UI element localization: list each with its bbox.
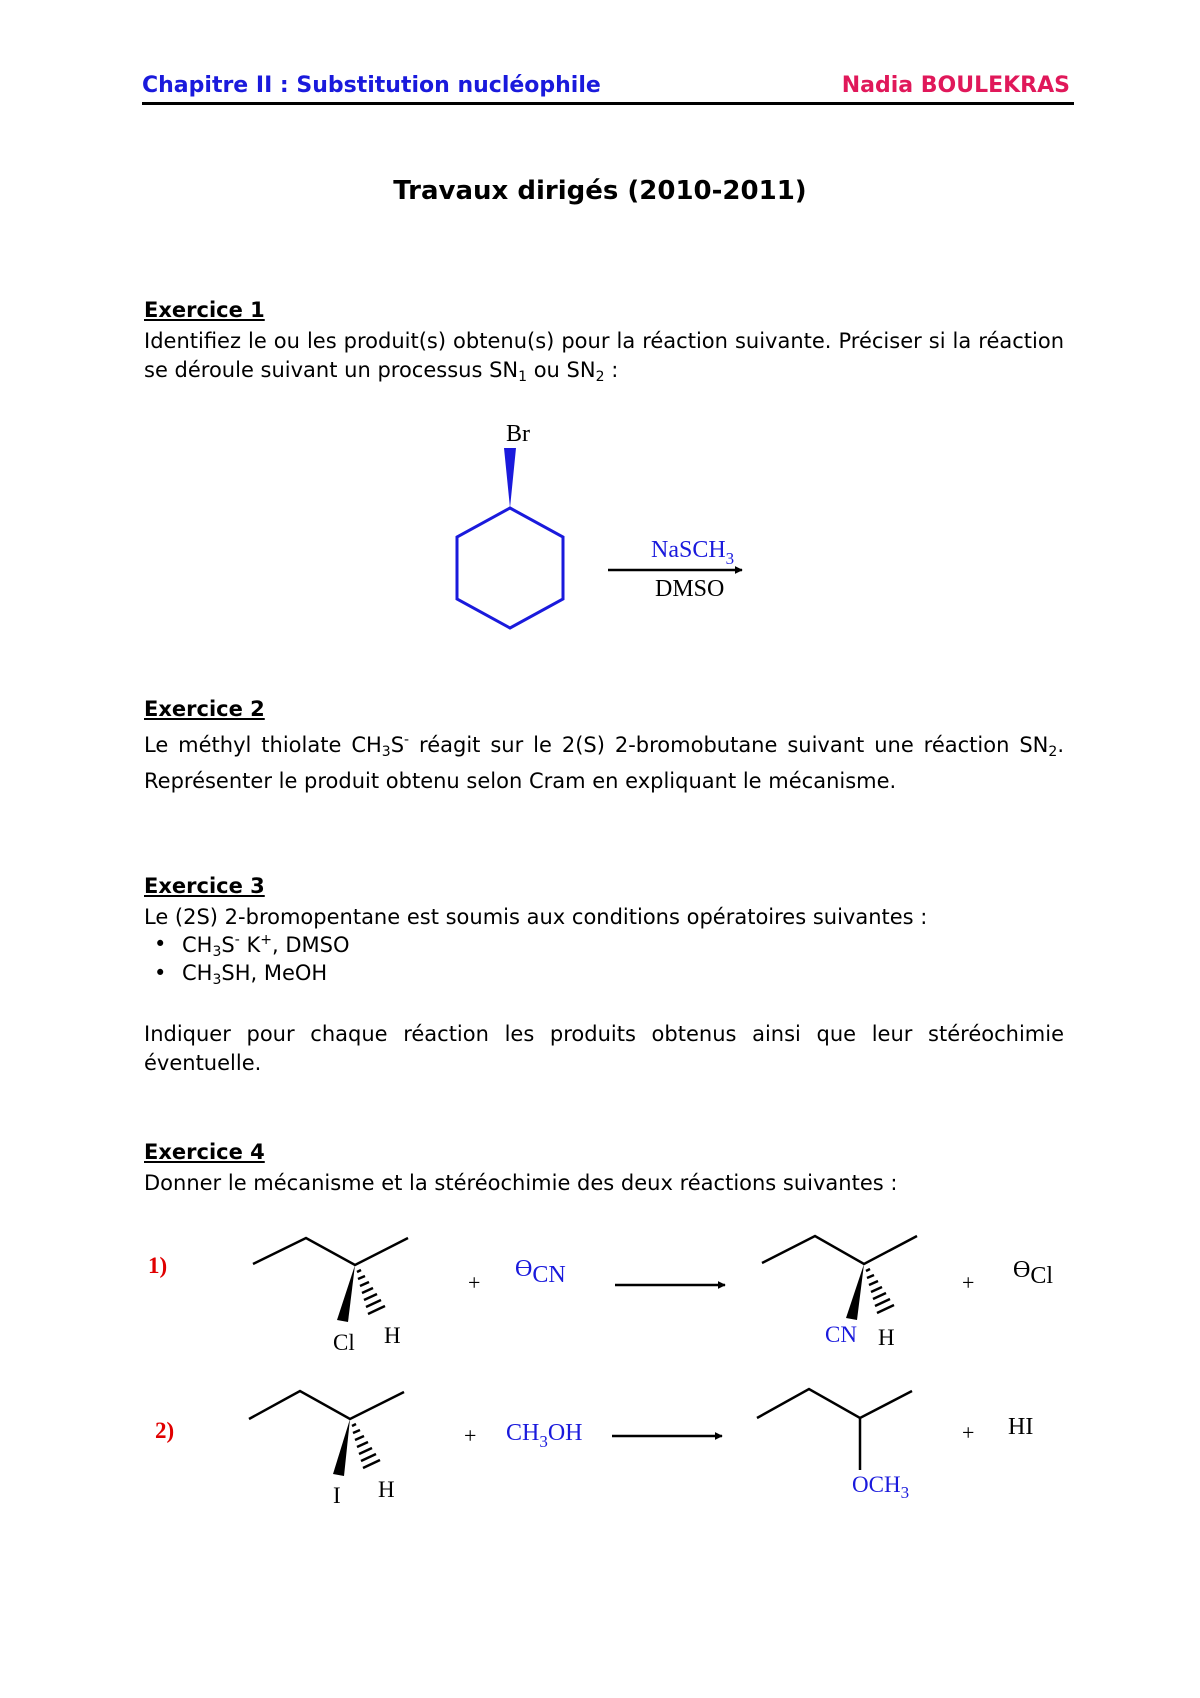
- chloride-byproduct: ϴCl: [1013, 1257, 1054, 1289]
- svg-text:H: H: [878, 1325, 895, 1350]
- bromocyclohexane-structure: [457, 421, 563, 628]
- exercise-1-text: Identifiez le ou les produit(s) obtenu(s) pour la réaction suivante. Préciser si la réaction se déroule suivant un processus $SN_1$ ou $SN_2$ :: [144, 329, 1064, 385]
- svg-text:+: +: [468, 1270, 481, 1295]
- iodo-substrate: [249, 1391, 404, 1508]
- bullet-icon: •: [154, 932, 167, 956]
- exercise-1-title: Exercice 1: [144, 298, 265, 322]
- svg-text:CN: CN: [825, 1322, 857, 1347]
- exercise-3-title: Exercice 3: [144, 874, 265, 898]
- reaction-1-arrow-group: [608, 537, 742, 602]
- wedge-bond: [504, 448, 516, 508]
- hi-byproduct: HI: [1008, 1414, 1034, 1440]
- exercise-4-title: Exercice 4: [144, 1140, 265, 1164]
- chapter-title: Chapitre II : Substitution nucléophile: [142, 73, 601, 98]
- svg-text:+: +: [962, 1270, 975, 1295]
- cyanide-nucleophile: ϴCN: [515, 1256, 566, 1288]
- solvent-label: DMSO: [655, 576, 725, 602]
- ether-product: [757, 1389, 912, 1502]
- reagent-label: NaSCH$_3$: [651, 537, 735, 568]
- methanol-reagent: $CH_3OH$: [506, 1420, 583, 1451]
- cyclohexane-ring: [457, 508, 563, 628]
- bullet-icon: •: [154, 961, 167, 985]
- exercise-3-question: Indiquer pour chaque réaction les produits obtenus ainsi que leur stéréochimie éventuelle.: [144, 1022, 1064, 1075]
- reaction-1-label: 1): [148, 1253, 168, 1278]
- reaction-2-label: 2): [155, 1418, 175, 1443]
- exercise-2-text: Le méthyl thiolate $CH_3S^-$ réagit sur le 2(S) 2-bromobutane suivant une réaction $SN_2$. Représenter le produit obtenu selon Cram en expliquant le mécanisme.: [144, 732, 1064, 793]
- author-name: Nadia BOULEKRAS: [841, 73, 1070, 98]
- exercise-3-condition-2: • $CH_3SH$, MeOH: [154, 961, 328, 988]
- nitrile-product: [762, 1236, 917, 1350]
- bromine-label: Br: [506, 421, 530, 447]
- exercise-2-title: Exercice 2: [144, 697, 265, 721]
- exercise-3-intro: Le (2S) 2-bromopentane est soumis aux conditions opératoires suivantes :: [144, 905, 928, 929]
- svg-text:I: I: [333, 1483, 341, 1508]
- svg-text:+: +: [962, 1420, 975, 1445]
- page-title: Travaux dirigés (2010-2011): [393, 176, 807, 206]
- svg-text:H: H: [384, 1323, 401, 1348]
- svg-text:Cl: Cl: [333, 1330, 355, 1355]
- exercise-3-condition-1: • $CH_3S^-$ K+, DMSO: [154, 932, 350, 960]
- svg-text:OCH3: $OCH_3$: [852, 1472, 910, 1502]
- svg-text:+: +: [464, 1423, 477, 1448]
- exercise-4-intro: Donner le mécanisme et la stéréochimie des deux réactions suivantes :: [144, 1171, 898, 1195]
- svg-text:H: H: [378, 1477, 395, 1502]
- chloro-substrate: [253, 1238, 408, 1355]
